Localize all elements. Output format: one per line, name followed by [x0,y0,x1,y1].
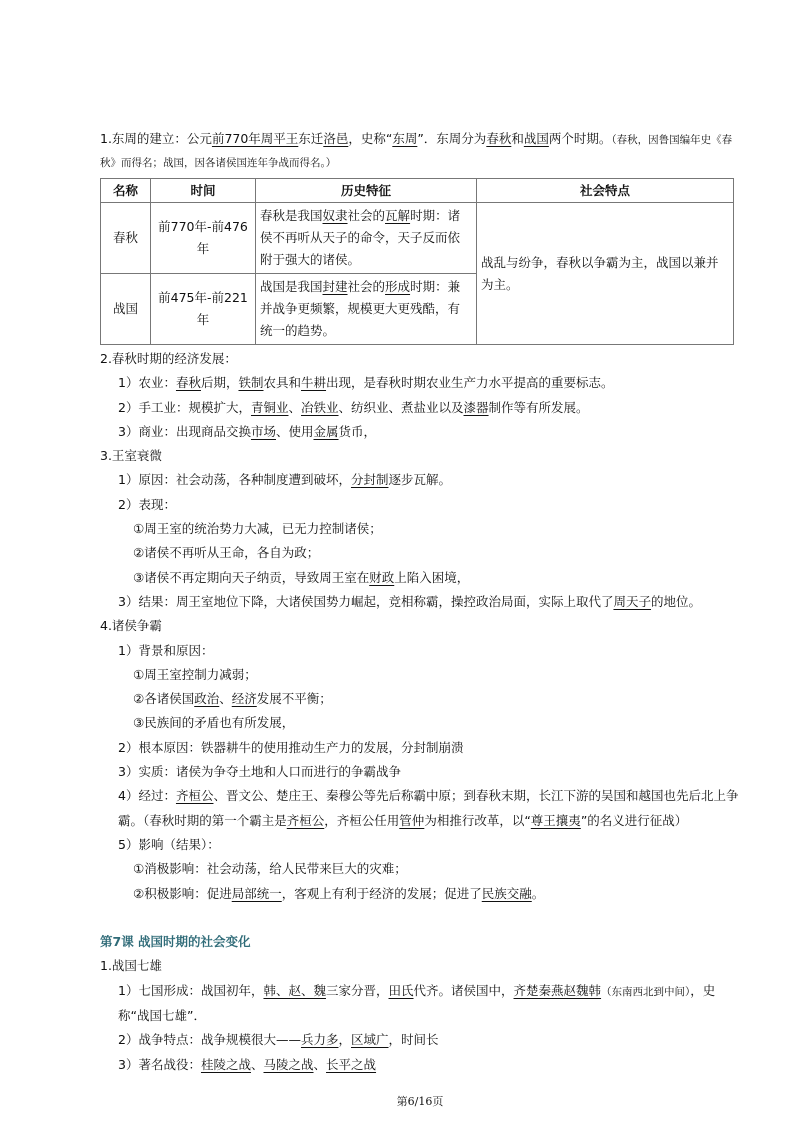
table-row [101,203,734,274]
text-segment: 春秋是我国 [260,208,323,223]
list-item [100,833,740,857]
underlined-key-term: 春秋 [175,375,201,391]
underlined-key-term: 马陵之战 [263,1056,314,1072]
text-segment: 、 [288,399,301,415]
list-item [100,590,740,614]
text-segment: 、 [313,1056,327,1072]
cell-social: 战乱与纷争，春秋以争霸为主，战国以兼并为主。 [477,203,734,345]
text-segment: ③民族间的矛盾也有所发展， [133,715,295,731]
list-item [100,1053,740,1077]
cell-time: 前770年-前476年 [151,203,256,274]
text-segment: 逐步瓦解。 [388,472,451,488]
list-item [100,493,740,517]
text-segment: ，齐桓公任用 [324,812,400,828]
underlined-key-term: 局部统一 [231,885,282,901]
text-segment: 、 [250,1056,264,1072]
underlined-key-term: 前770年周平王 [211,131,299,146]
underlined-key-term: 韩、赵、魏 [263,982,326,998]
text-segment: 东迁 [298,131,324,146]
text-segment: 和 [511,131,524,146]
text-segment: 、 [219,691,232,707]
text-segment: ①周王室的统治势力大减，已无力控制诸侯； [133,521,382,537]
text-segment: 3）商业：出现商品交换 [118,423,251,439]
text-segment: ”的名义进行征战） [580,812,688,828]
underlined-key-term: 洛邑 [323,131,349,146]
text-segment: 2）战争特点：战争规模很大—— [118,1032,301,1048]
section-heading [100,347,740,371]
text-segment: 1）七国形成：战国初年， [118,982,264,998]
underlined-key-term: 战国 [523,131,549,146]
header-social: 社会特点 [477,179,734,203]
text-segment: ”．东周分为 [417,131,487,146]
underlined-key-term: 东周 [392,131,418,146]
underlined-key-term: 财政 [369,569,395,585]
underlined-key-term: 瓦解 [385,208,411,223]
text-segment: 1）背景和原因： [118,642,214,658]
text-segment: 社会的 [347,279,386,294]
list-item [100,736,740,760]
notes-body [100,347,740,1077]
text-segment: 发展不平衡； [256,691,332,707]
text-segment: （春秋，因鲁国编年史《春秋》而得名；战国，因各诸侯国连年争战而得名。） [100,134,733,169]
underlined-key-term: 兵力多 [300,1032,339,1048]
header-name: 名称 [101,179,151,203]
cell-name: 战国 [101,274,151,345]
header-feature: 历史特征 [256,179,477,203]
underlined-key-term: 漆器 [463,399,489,415]
underlined-key-term: 封建 [322,279,348,294]
text-segment: 2）根本原因：铁器耕牛的使用推动生产力的发展，分封制崩溃 [118,739,464,755]
underlined-key-term: 分封制 [350,472,389,488]
text-segment: 制作等有所发展。 [488,399,589,415]
cell-feature [256,203,477,274]
text-segment: ①消极影响：社会动荡，给人民带来巨大的灾难； [133,861,407,877]
text-segment: 、使用 [275,423,314,439]
underlined-key-term: 齐桓公 [286,812,325,828]
list-item [100,760,740,784]
underlined-key-term: 齐桓公 [175,788,214,804]
text-segment: 2）手工业：规模扩大， [118,399,251,415]
page-number: 第6/16页 [396,1094,444,1108]
text-segment: 1.战国七雄 [100,958,162,974]
underlined-key-term: 市场 [250,423,276,439]
text-segment: 1.东周的建立：公元 [100,131,212,146]
list-item [100,396,740,420]
text-segment: ②积极影响：促进 [133,885,232,901]
text-segment: 的地位。 [650,593,701,609]
text-segment: 、纺织业、煮盐业以及 [338,399,464,415]
intro-paragraph [100,128,740,174]
text-segment: 3）结果：周王室地位下降，大诸侯国势力崛起，竞相称霸，操控政治局面，实际上取代了 [118,593,614,609]
underlined-key-term: 铁制 [238,375,264,391]
underlined-key-term: 长平之战 [326,1056,377,1072]
underlined-key-term: 青铜业 [250,399,289,415]
spacer [100,906,740,930]
list-item [100,882,740,906]
eastern-zhou-table [100,178,734,345]
text-segment: 货币， [338,423,377,439]
text-segment: 3.王室衰微 [100,448,162,464]
list-item [100,541,740,565]
underlined-key-term: 春秋 [486,131,512,146]
text-segment: 2）表现： [118,496,176,512]
text-segment: ，史称“战国七雄”． [118,982,716,1024]
lesson-heading [100,930,740,954]
text-segment: 社会的 [347,208,386,223]
text-segment: 3）著名战役： [118,1056,201,1072]
cell-name: 春秋 [101,203,151,274]
text-segment: 4.诸侯争霸 [100,618,162,634]
text-segment: 。 [531,885,545,901]
text-segment: ②诸侯不再听从王命，各自为政； [133,545,320,561]
list-item [100,468,740,492]
text-segment: 两个时期。 [548,131,612,146]
list-item [100,1028,740,1052]
list-item [100,517,740,541]
list-item [100,857,740,881]
section-heading [100,444,740,468]
underlined-key-term: 区域广 [351,1032,389,1048]
text-segment: 4）经过： [118,788,176,804]
text-segment: 3）实质：诸侯为争夺土地和人口而进行的争霸战争 [118,764,401,780]
underlined-key-term: 尊王攘夷 [530,812,581,828]
text-segment: （东南西北到中间） [601,985,691,998]
text-segment: 第7课 战国时期的社会变化 [100,934,251,950]
list-item [100,371,740,395]
underlined-key-term: 桂陵之战 [200,1056,251,1072]
list-item [100,663,740,687]
text-segment: ，时间长 [388,1032,439,1048]
section-heading [100,614,740,638]
list-item [100,979,740,1029]
text-segment: 、晋文公、楚庄王、秦穆公等先后称霸中原；到春秋末期，长江下游的吴国和越国也先后北上争霸。（春秋时期的第一个霸主是 [118,788,739,828]
text-segment: 1）原因：社会动荡，各种制度遭到破坏， [118,472,351,488]
list-item [100,711,740,735]
underlined-key-term: 奴隶 [322,208,348,223]
text-segment: 三家分晋， [325,982,389,998]
underlined-key-term: 周天子 [613,593,651,609]
table-header-row [101,179,734,203]
text-segment: ②各诸侯国 [133,691,195,707]
list-item [100,420,740,444]
section-heading [100,954,740,978]
underlined-key-term: 冶铁业 [301,399,339,415]
header-time: 时间 [151,179,256,203]
text-segment: 后期， [200,375,239,391]
text-segment: ①周王室控制力减弱； [133,666,257,682]
list-item [100,784,740,833]
underlined-key-term: 民族交融 [481,885,532,901]
text-segment: 时期：诸侯不再听从天子的命令，天子反而依附于强大的诸侯。 [260,208,461,267]
cell-feature [256,274,477,345]
text-segment: 时期：兼并战争更频繁，规模更大更残酷，有统一的趋势。 [260,279,461,338]
text-segment: 农具和 [263,375,302,391]
underlined-key-term: 田氏 [388,982,414,998]
underlined-key-term: 牛耕 [301,375,327,391]
text-segment: 为相推行改革，以“ [424,812,531,828]
text-segment: 1）农业： [118,375,176,391]
text-segment: 上陷入困境， [394,569,470,585]
text-segment: ③诸侯不再定期向天子纳贡，导致周王室在 [133,569,370,585]
underlined-key-term: 经济 [231,691,257,707]
text-segment: 5）影响（结果）： [118,836,220,852]
text-segment: 战国是我国 [260,279,323,294]
text-segment: ， [338,1032,351,1048]
underlined-key-term: 金属 [313,423,339,439]
list-item [100,687,740,711]
text-segment: ，史称“ [348,131,393,146]
underlined-key-term: 政治 [194,691,220,707]
text-segment: ，客观上有利于经济的发展；促进了 [281,885,482,901]
list-item [100,566,740,590]
text-segment: 2.春秋时期的经济发展： [100,351,237,366]
text-segment: 代齐。诸侯国中， [413,982,514,998]
underlined-key-term: 形成 [385,279,411,294]
underlined-key-term: 管仲 [399,812,425,828]
list-item [100,639,740,663]
text-segment: 出现，是春秋时期农业生产力水平提高的重要标志。 [326,375,614,391]
underlined-key-term: 齐楚秦燕赵魏韩 [513,982,602,998]
cell-time: 前475年-前221年 [151,274,256,345]
